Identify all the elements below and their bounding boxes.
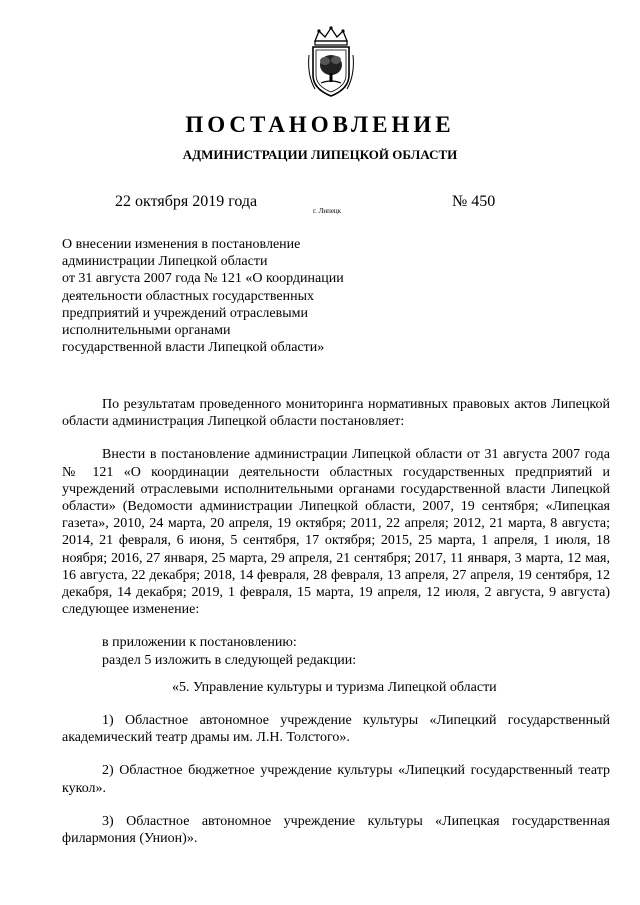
subject-line: О внесении изменения в постановление [62,237,301,252]
document-number: № 450 [452,193,496,210]
document-date: 22 октября 2019 года [115,193,258,210]
amendment-paragraph: Внести в постановление администрации Липецкой области от 31 августа 2007 года № 121 «О координации деятельности областных государственных предприятий и учреждений отраслевыми исполнительными органами государственной власти Липецкой области» (Ведомости администрации Липецкой области, 2007, 19 сентября; «Липецкая газета», 2010, 24 марта, 20 апреля, 19 октября; 2011, 22 апреля; 2012, 21 марта, 8 августа; 2014, 21 февраля, 6 июня, 5 сентября, 17 октября; 2015, 25 марта, 1 апреля, 1 июля, 18 ноября; 2016, 27 января, 25 марта, 29 апреля, 21 сентября; 2017, 11 января, 3 марта, 12 мая, 16 августа, 22 декабря; 2018, 14 февраля, 28 февраля, 13 апреля, 27 апреля, 19 сентября, 12 декабря, 14 декабря; 2019, 1 февраля, 15 марта, 19 апреля, 12 июля, 2 августа, 9 августа) следующее изменение: [62,447,610,618]
subject-line: от 31 августа 2007 года № 121 «О координации [62,271,344,287]
subject-line: государственной власти Липецкой области» [62,340,325,356]
list-item: 3) Областное автономное учреждение культуры «Липецкая государственная филармония (Унион)». [62,813,610,847]
subject-line: деятельности областных государственных [62,288,315,304]
section-paragraph: раздел 5 изложить в следующей редакции: [102,652,357,668]
subject-line: предприятий и учреждений отраслевыми [62,305,309,321]
section-heading: «5. Управление культуры и туризма Липецкой области [172,679,497,695]
document-subtitle: АДМИНИСТРАЦИИ ЛИПЕЦКОЙ ОБЛАСТИ [182,147,458,162]
subject-line: администрации Липецкой области [62,254,268,270]
document-subject [62,236,392,356]
subject-line: исполнительными органами [62,323,231,339]
document-title: ПОСТАНОВЛЕНИЕ [185,112,455,137]
document-city: г. Липецк [313,207,342,215]
list-item: 1) Областное автономное учреждение культуры «Липецкий государственный академический театр драмы им. Л.Н. Толстого». [62,713,610,746]
appendix-paragraph: в приложении к постановлению: [102,635,297,651]
coat-of-arms-icon [303,25,359,100]
document-body [62,396,610,863]
list-item: 2) Областное бюджетное учреждение культуры «Липецкий государственный театр кукол». [62,763,610,796]
preamble-paragraph: По результатам проведенного мониторинга нормативных правовых актов Липецкой области администрация Липецкой области постановляет: [62,397,610,430]
